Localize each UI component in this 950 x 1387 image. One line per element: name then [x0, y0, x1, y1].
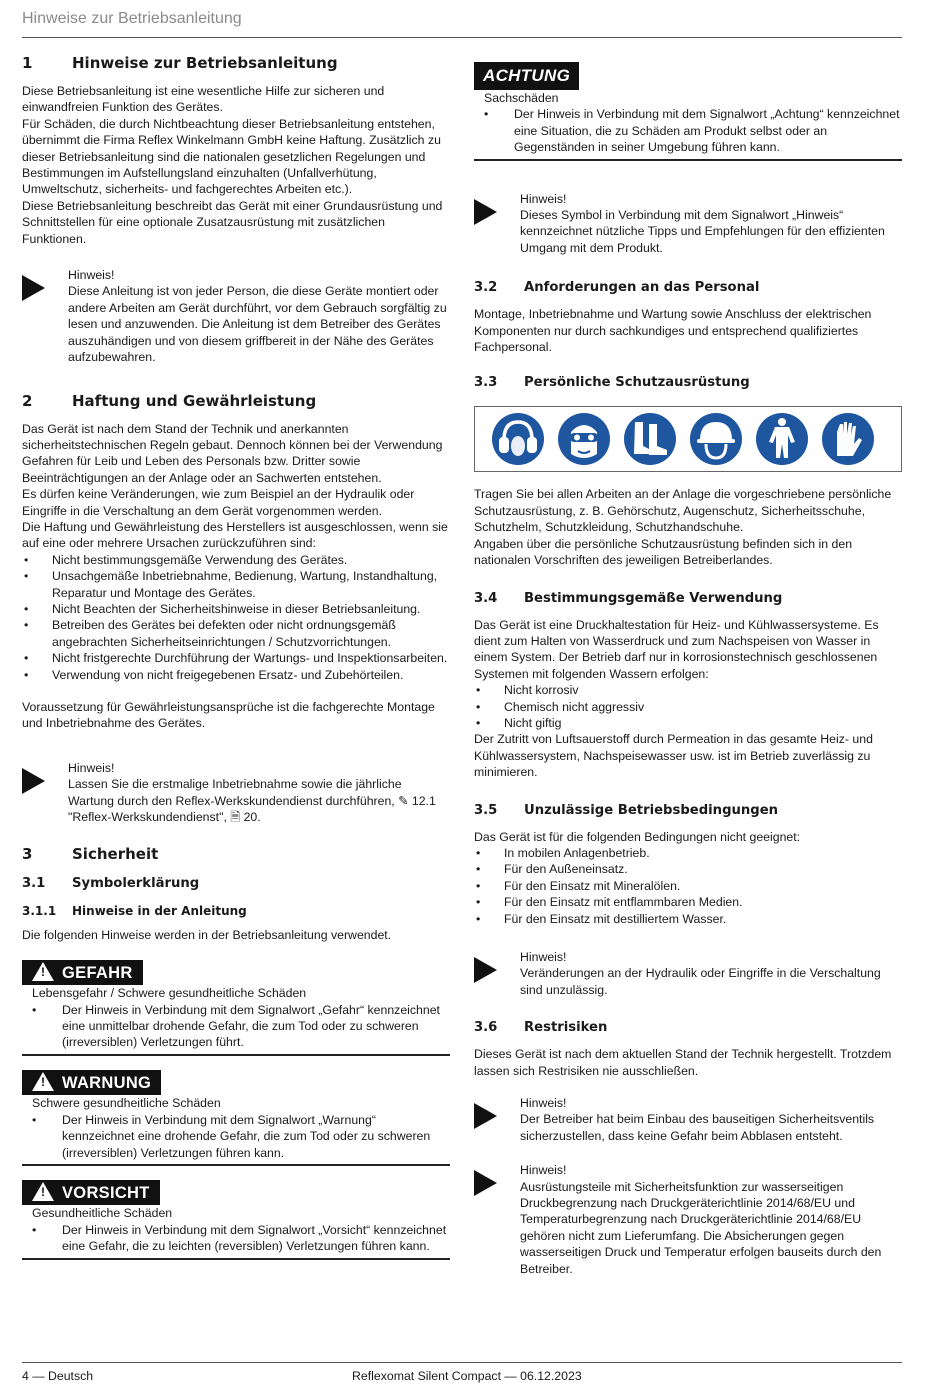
note-arrow-icon — [474, 949, 520, 998]
achtung-signal: ACHTUNG — [474, 62, 579, 90]
list-item: • In mobilen Anlagenbetrieb. — [474, 845, 902, 861]
list-item: • Der Hinweis in Verbindung mit dem Signalwort „Warnung“ kennzeichnet eine drohende Gefahr, die zum Tod oder zu schweren (irreversiblen) Verletzungen führen kann. — [22, 1112, 450, 1161]
section-1-paragraph: Diese Betriebsanleitung beschreibt das Gerät mit einer Grundausrüstung und Schnittstellen für eine optionale Zusatzausrüstung mit zusätzlichen Funktionen. — [22, 198, 443, 246]
list-item: • Für den Einsatz mit Mineralölen. — [474, 878, 902, 894]
list-item: • Für den Außeneinsatz. — [474, 861, 902, 877]
right-column — [474, 62, 902, 1295]
note-box: Hinweis! Veränderungen an der Hydraulik oder Eingriffe in die Verschaltung sind unzulässig. — [474, 949, 902, 998]
note-box: Hinweis! Der Betreiber hat beim Einbau des bauseitigen Sicherheitsventils sicherzustellen, dass keine Gefahr beim Abblasen entsteht. — [474, 1095, 902, 1144]
list-item: • Nicht bestimmungsgemäße Verwendung des Gerätes. — [22, 552, 450, 568]
water-requirements-list — [474, 682, 902, 731]
list-item: • Der Hinweis in Verbindung mit dem Signalwort „Achtung“ kennzeichnet eine Situation, die zu Schäden am Produkt selbst oder an Gegenständen in seiner Umgebung führen kann. — [474, 106, 902, 155]
section-3-4-paragraph: Der Zutritt von Luftsauerstoff durch Permeation in das gesamte Heiz- und Kühlwassersystem, Nachspeisewasser usw. ist im Betrieb zuverlässig zu minimieren. — [474, 732, 873, 780]
section-3-4-heading: 3.4 Bestimmungsgemäße Verwendung — [474, 590, 783, 606]
vorsicht-block: ! VORSICHT Gesundheitliche Schäden • Der Hinweis in Verbindung mit dem Signalwort „Vorsicht“ kennzeichnet eine Gefahr, die zu leichten (reversiblen) Verletzungen führen kann. — [22, 1180, 450, 1260]
list-item: • Der Hinweis in Verbindung mit dem Signalwort „Vorsicht“ kennzeichnet eine Gefahr, die zu leichten (reversiblen) Verletzungen führen kann. — [22, 1222, 450, 1255]
liability-list — [22, 552, 450, 683]
protective-clothing-icon — [753, 410, 811, 468]
section-3-4-paragraph: Das Gerät ist eine Druckhaltestation für Heiz- und Kühlwassersysteme. Es dient zum Halten von Wasserdruck und zum Nachspeisen von Wasser in einem System. Der Betrieb darf nur in korrosionstechnisch geschlossenen Systemen mit folgenden Wassern erfolgen: — [474, 617, 879, 681]
page-number: 4 — Deutsch — [22, 1369, 94, 1383]
product-title: Reflexomat Silent Compact — 06.12.2023 — [352, 1369, 582, 1383]
eye-protection-icon — [555, 410, 613, 468]
gefahr-block: ! GEFAHR Lebensgefahr / Schwere gesundheitliche Schäden • Der Hinweis in Verbindung mit dem Signalwort „Gefahr“ kennzeichnet eine unmittelbar drohende Gefahr, die zum Tod oder zu schweren (irreversiblen) Verletzungen führt. — [22, 960, 450, 1056]
list-item: • Nicht giftig — [474, 715, 902, 731]
section-1-heading: 1 Hinweise zur Betriebsanleitung — [22, 54, 338, 72]
safety-helmet-icon — [687, 410, 745, 468]
section-2-heading: 2 Haftung und Gewährleistung — [22, 391, 317, 410]
note-box: Hinweis! Lassen Sie die erstmalige Inbetriebnahme sowie die jährliche Wartung durch den Reflex-Werkskundendienst durchführen, ✎ 12.1 "Reflex-Werkskundendienst", 🗎 20. — [22, 760, 450, 826]
list-item: • Nicht korrosiv — [474, 682, 902, 698]
section-3-1-1-heading: 3.1.1 Hinweise in der Anleitung — [22, 904, 247, 919]
section-1-paragraph: Für Schäden, die durch Nichtbeachtung dieser Betriebsanleitung entstehen, übernimmt die Firma Reflex Winkelmann GmbH keine Haftung. Zusätzlich zu dieser Betriebsanleitung sind die nationalen gesetzlichen Regelungen und Bestimmungen im Aufstellungsland einzuhalten (Unfallverhütung, Umweltschutz, sicherheits- und fachgerechtes Arbeiten etc.). — [22, 116, 441, 197]
protective-gloves-icon — [819, 410, 877, 468]
ppe-icon-strip — [474, 406, 902, 472]
note-arrow-icon — [474, 1162, 520, 1277]
section-3-2-heading: 3.2 Anforderungen an das Personal — [474, 280, 760, 296]
section-3-3-paragraph: Tragen Sie bei allen Arbeiten an der Anlage die vorgeschriebene persönliche Schutzausrüstung, z. B. Gehörschutz, Augenschutz, Sicherheitsschuhe, Schutzhelm, Schutzkleidung, Schutzhandschuhe. — [474, 487, 892, 535]
note-arrow-icon — [22, 760, 68, 826]
list-item: • Für den Einsatz mit destilliertem Wasser. — [474, 911, 902, 927]
list-item: • Nicht fristgerechte Durchführung der Wartungs- und Inspektionsarbeiten. — [22, 650, 450, 666]
section-3-5-heading: 3.5 Unzulässige Betriebsbedingungen — [474, 802, 779, 818]
list-item: • Unsachgemäße Inbetriebnahme, Bedienung, Wartung, Instandhaltung, Reparatur und Montage des Gerätes. — [22, 568, 450, 601]
vorsicht-signal: ! VORSICHT — [22, 1180, 160, 1205]
running-header-title: Hinweise zur Betriebsanleitung — [22, 10, 242, 27]
list-item: • Der Hinweis in Verbindung mit dem Signalwort „Gefahr“ kennzeichnet eine unmittelbar drohende Gefahr, die zum Tod oder zu schweren (irreversiblen) Verletzungen führt. — [22, 1002, 450, 1051]
note-box: Hinweis! Dieses Symbol in Verbindung mit dem Signalwort „Hinweis“ kennzeichnet nützliche Tipps und Empfehlungen für den effizienten Umgang mit dem Produkt. — [474, 191, 902, 257]
warning-triangle-icon: ! — [32, 1072, 54, 1091]
section-2-paragraph: Voraussetzung für Gewährleistungsansprüche ist die fachgerechte Montage und Inbetriebnahme des Gerätes. — [22, 700, 435, 731]
warnung-signal: ! WARNUNG — [22, 1070, 161, 1095]
section-3-heading: 3 Sicherheit — [22, 845, 159, 864]
achtung-block: ACHTUNG Sachschäden • Der Hinweis in Verbindung mit dem Signalwort „Achtung“ kennzeichnet eine Situation, die zu Schäden am Produkt selbst oder an Gegenständen in seiner Umgebung führen kann. — [474, 62, 902, 161]
section-3-intro: Die folgenden Hinweise werden in der Betriebsanleitung verwendet. — [22, 928, 392, 943]
page-footer — [22, 1362, 902, 1384]
warnung-block: ! WARNUNG Schwere gesundheitliche Schäden • Der Hinweis in Verbindung mit dem Signalwort „Warnung“ kennzeichnet eine drohende Gefahr, die zum Tod oder zu schweren (irreversiblen) Verletzungen führen kann. — [22, 1070, 450, 1166]
section-3-3-heading: 3.3 Persönliche Schutzausrüstung — [474, 375, 750, 391]
warning-triangle-icon: ! — [32, 1182, 54, 1201]
note-box: Hinweis! Diese Anleitung ist von jeder Person, die diese Geräte montiert oder andere Arbeiten am Gerät durchführt, vor dem Gebrauch sorgfältig zu lesen und anzuwenden. Die Anleitung ist dem Betreiber des Gerätes auszuhändigen und von diesem griffbereit in der Nähe des Gerätes aufzubewahren. — [22, 267, 450, 365]
gefahr-signal: ! GEFAHR — [22, 960, 143, 985]
list-item: • Verwendung von nicht freigegebenen Ersatz- und Zubehörteilen. — [22, 667, 450, 683]
list-item: • Für den Einsatz mit entflammbaren Medien. — [474, 894, 902, 910]
list-item: • Nicht Beachten der Sicherheitshinweise in dieser Betriebsanleitung. — [22, 601, 450, 617]
note-arrow-icon — [474, 1095, 520, 1144]
warning-triangle-icon: ! — [32, 962, 54, 981]
list-item: • Chemisch nicht aggressiv — [474, 699, 902, 715]
unsuitable-conditions-list — [474, 845, 902, 927]
section-2-paragraph: Das Gerät ist nach dem Stand der Technik und anerkannten sicherheitstechnischen Regeln gebaut. Dennoch können bei der Verwendung Gefahren für Leib und Leben des Personals bzw. Dritter sowie Beeinträchtigungen an der Anlage oder an Sachwerten entstehen. — [22, 421, 443, 485]
section-2-paragraph: Es dürfen keine Veränderungen, wie zum Beispiel an der Hydraulik oder Eingriffe in die Verschaltung an dem Gerät vorgenommen werden. — [22, 487, 415, 518]
note-arrow-icon — [22, 267, 68, 365]
list-item: • Betreiben des Gerätes bei defekten oder nicht ordnungsgemäß angebrachten Sicherheitseinrichtungen / Schutzvorrichtungen. — [22, 617, 450, 650]
section-3-6-paragraph: Dieses Gerät ist nach dem aktuellen Stand der Technik hergestellt. Trotzdem lassen sich Restrisiken nie ausschließen. — [474, 1047, 892, 1078]
section-1-paragraph: Diese Betriebsanleitung ist eine wesentliche Hilfe zur sicheren und einwandfreien Funktion des Gerätes. — [22, 84, 385, 115]
section-3-6-heading: 3.6 Restrisiken — [474, 1020, 608, 1036]
section-3-2-paragraph: Montage, Inbetriebnahme und Wartung sowie Anschluss der elektrischen Komponenten nur durch sachkundiges und entsprechend qualifiziertes Fachpersonal. — [474, 307, 872, 355]
section-2-paragraph: Die Haftung und Gewährleistung des Herstellers ist ausgeschlossen, wenn sie auf eine oder mehrere Ursachen zurückzuführen sind: — [22, 519, 448, 551]
section-3-3-paragraph: Angaben über die persönliche Schutzausrüstung befinden sich in den nationalen Vorschriften des jeweiligen Betreiberlandes. — [474, 536, 853, 568]
left-column — [22, 52, 450, 1274]
ear-protection-icon — [489, 410, 547, 468]
note-box: Hinweis! Ausrüstungsteile mit Sicherheitsfunktion zur wasserseitigen Druckbegrenzung nach Druckgeräterichtlinie 2014/68/EU und Temperaturbegrenzung nach Druckgeräterichtlinie 2014/68/EU gehören nicht zum Lieferumfang. Die Absicherungen gegen wasserseitigen Druck und Temperatur erfolgen bauseits durch den Betreiber. — [474, 1162, 902, 1277]
safety-shoes-icon — [621, 410, 679, 468]
running-header — [22, 8, 902, 38]
note-arrow-icon — [474, 191, 520, 257]
section-3-1-heading: 3.1 Symbolerklärung — [22, 876, 200, 892]
section-3-5-paragraph: Das Gerät ist für die folgenden Bedingungen nicht geeignet: — [474, 829, 801, 844]
